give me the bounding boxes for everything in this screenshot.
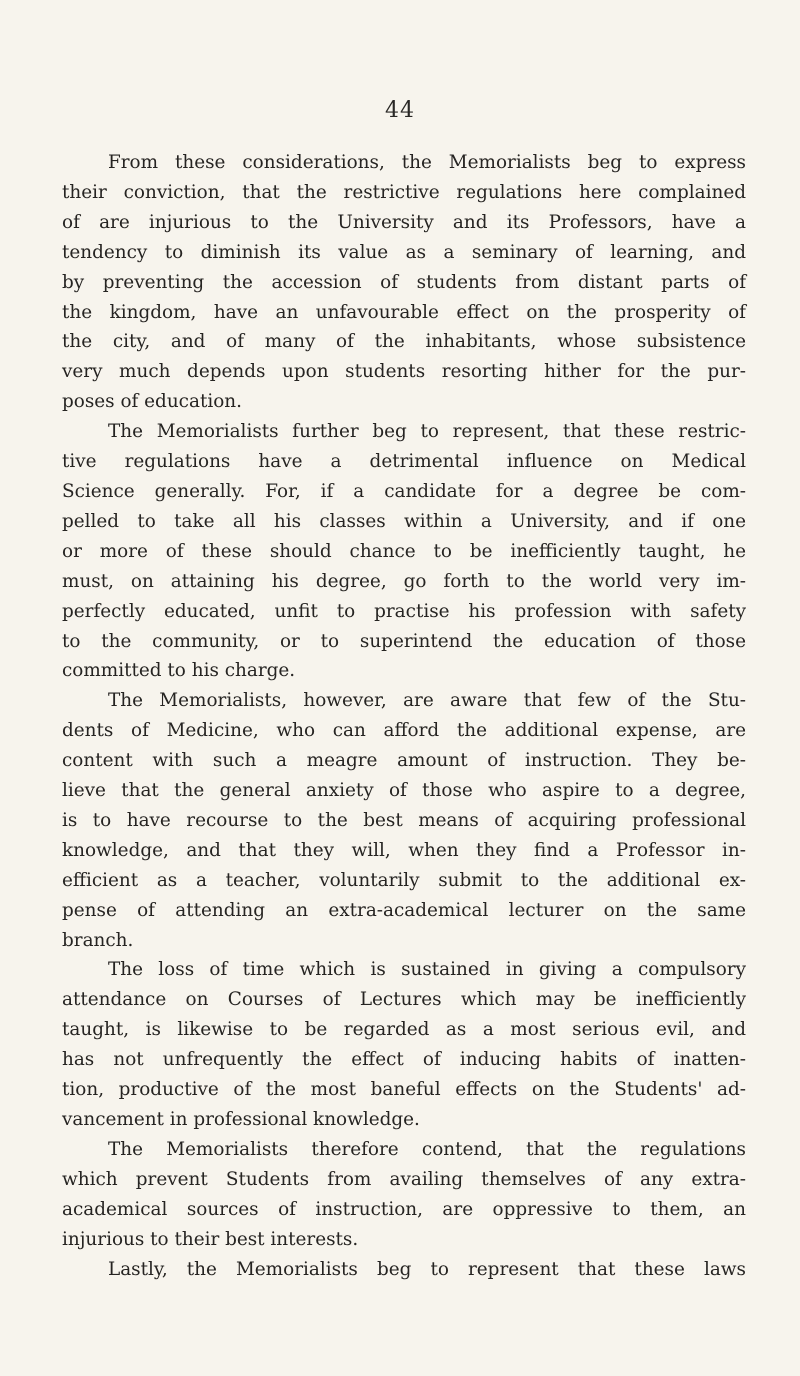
paragraph-3: [62, 686, 746, 955]
text-line: tive regulations have a detrimental influence on Medical: [62, 451, 746, 473]
text-line: the city, and of many of the inhabitants, whose subsistence: [62, 331, 746, 353]
text-line: attendance on Courses of Lectures which may be inefficiently: [62, 989, 746, 1011]
text-line: efficient as a teacher, voluntarily submit to the additional ex-: [62, 869, 746, 891]
text-line: The Memorialists, however, are aware that few of the Stu-: [108, 690, 746, 712]
page-number: 44: [385, 98, 415, 123]
text-line: pelled to take all his classes within a University, and if one: [62, 510, 746, 532]
paragraph-5: [62, 1135, 746, 1255]
text-line: The Memorialists further beg to represent, that these restric-: [108, 421, 746, 443]
text-line: vancement in professional knowledge.: [62, 1109, 420, 1130]
text-line: taught, is likewise to be regarded as a most serious evil, and: [62, 1019, 746, 1041]
text-line: very much depends upon students resorting hither for the pur-: [62, 361, 746, 383]
text-line: knowledge, and that they will, when they find a Professor in-: [62, 839, 746, 861]
text-line: must, on attaining his degree, go forth to the world very im-: [62, 570, 746, 592]
text-line: content with such a meagre amount of instruction. They be-: [62, 750, 746, 772]
body-text: [62, 148, 746, 1284]
text-line: The Memorialists therefore contend, that the regulations: [108, 1138, 746, 1160]
text-line: poses of education.: [62, 391, 242, 413]
text-line: lieve that the general anxiety of those who aspire to a degree,: [62, 780, 746, 802]
text-line: by preventing the accession of students from distant parts of: [62, 271, 746, 293]
text-line: perfectly educated, unfit to practise his profession with safety: [62, 600, 746, 622]
text-line: of are injurious to the University and its Professors, have a: [62, 211, 746, 233]
text-line: Lastly, the Memorialists beg to represent that these laws: [108, 1258, 746, 1280]
text-line: the kingdom, have an unfavourable effect on the prosperity of: [62, 301, 746, 323]
text-line: has not unfrequently the effect of inducing habits of inatten-: [62, 1049, 746, 1071]
text-line: pense of attending an extra-academical lecturer on the same: [62, 899, 746, 921]
text-line: injurious to their best interests.: [62, 1228, 359, 1250]
text-line: to the community, or to superintend the education of those: [62, 630, 746, 652]
paragraph-6: [62, 1255, 746, 1285]
text-line: is to have recourse to the best means of acquiring professional: [62, 809, 746, 831]
text-line: The loss of time which is sustained in giving a compulsory: [108, 959, 746, 981]
text-line: From these considerations, the Memorialists beg to express: [108, 152, 746, 173]
text-line: tendency to diminish its value as a seminary of learning, and: [62, 241, 746, 263]
text-line: dents of Medicine, who can afford the additional expense, are: [62, 720, 746, 742]
paragraph-1: [62, 148, 746, 417]
text-line: Science generally. For, if a candidate for a degree be com-: [62, 480, 746, 502]
text-line: which prevent Students from availing themselves of any extra-: [62, 1168, 746, 1190]
text-line: academical sources of instruction, are oppressive to them, an: [62, 1198, 746, 1220]
paragraph-4: [62, 955, 746, 1134]
paragraph-2: [62, 417, 746, 686]
text-line: their conviction, that the restrictive regulations here complained: [62, 181, 746, 203]
text-line: branch.: [62, 929, 134, 951]
text-line: tion, productive of the most baneful effects on the Students' ad-: [62, 1079, 746, 1101]
text-line: or more of these should chance to be inefficiently taught, he: [62, 540, 746, 562]
text-line: committed to his charge.: [62, 660, 296, 682]
